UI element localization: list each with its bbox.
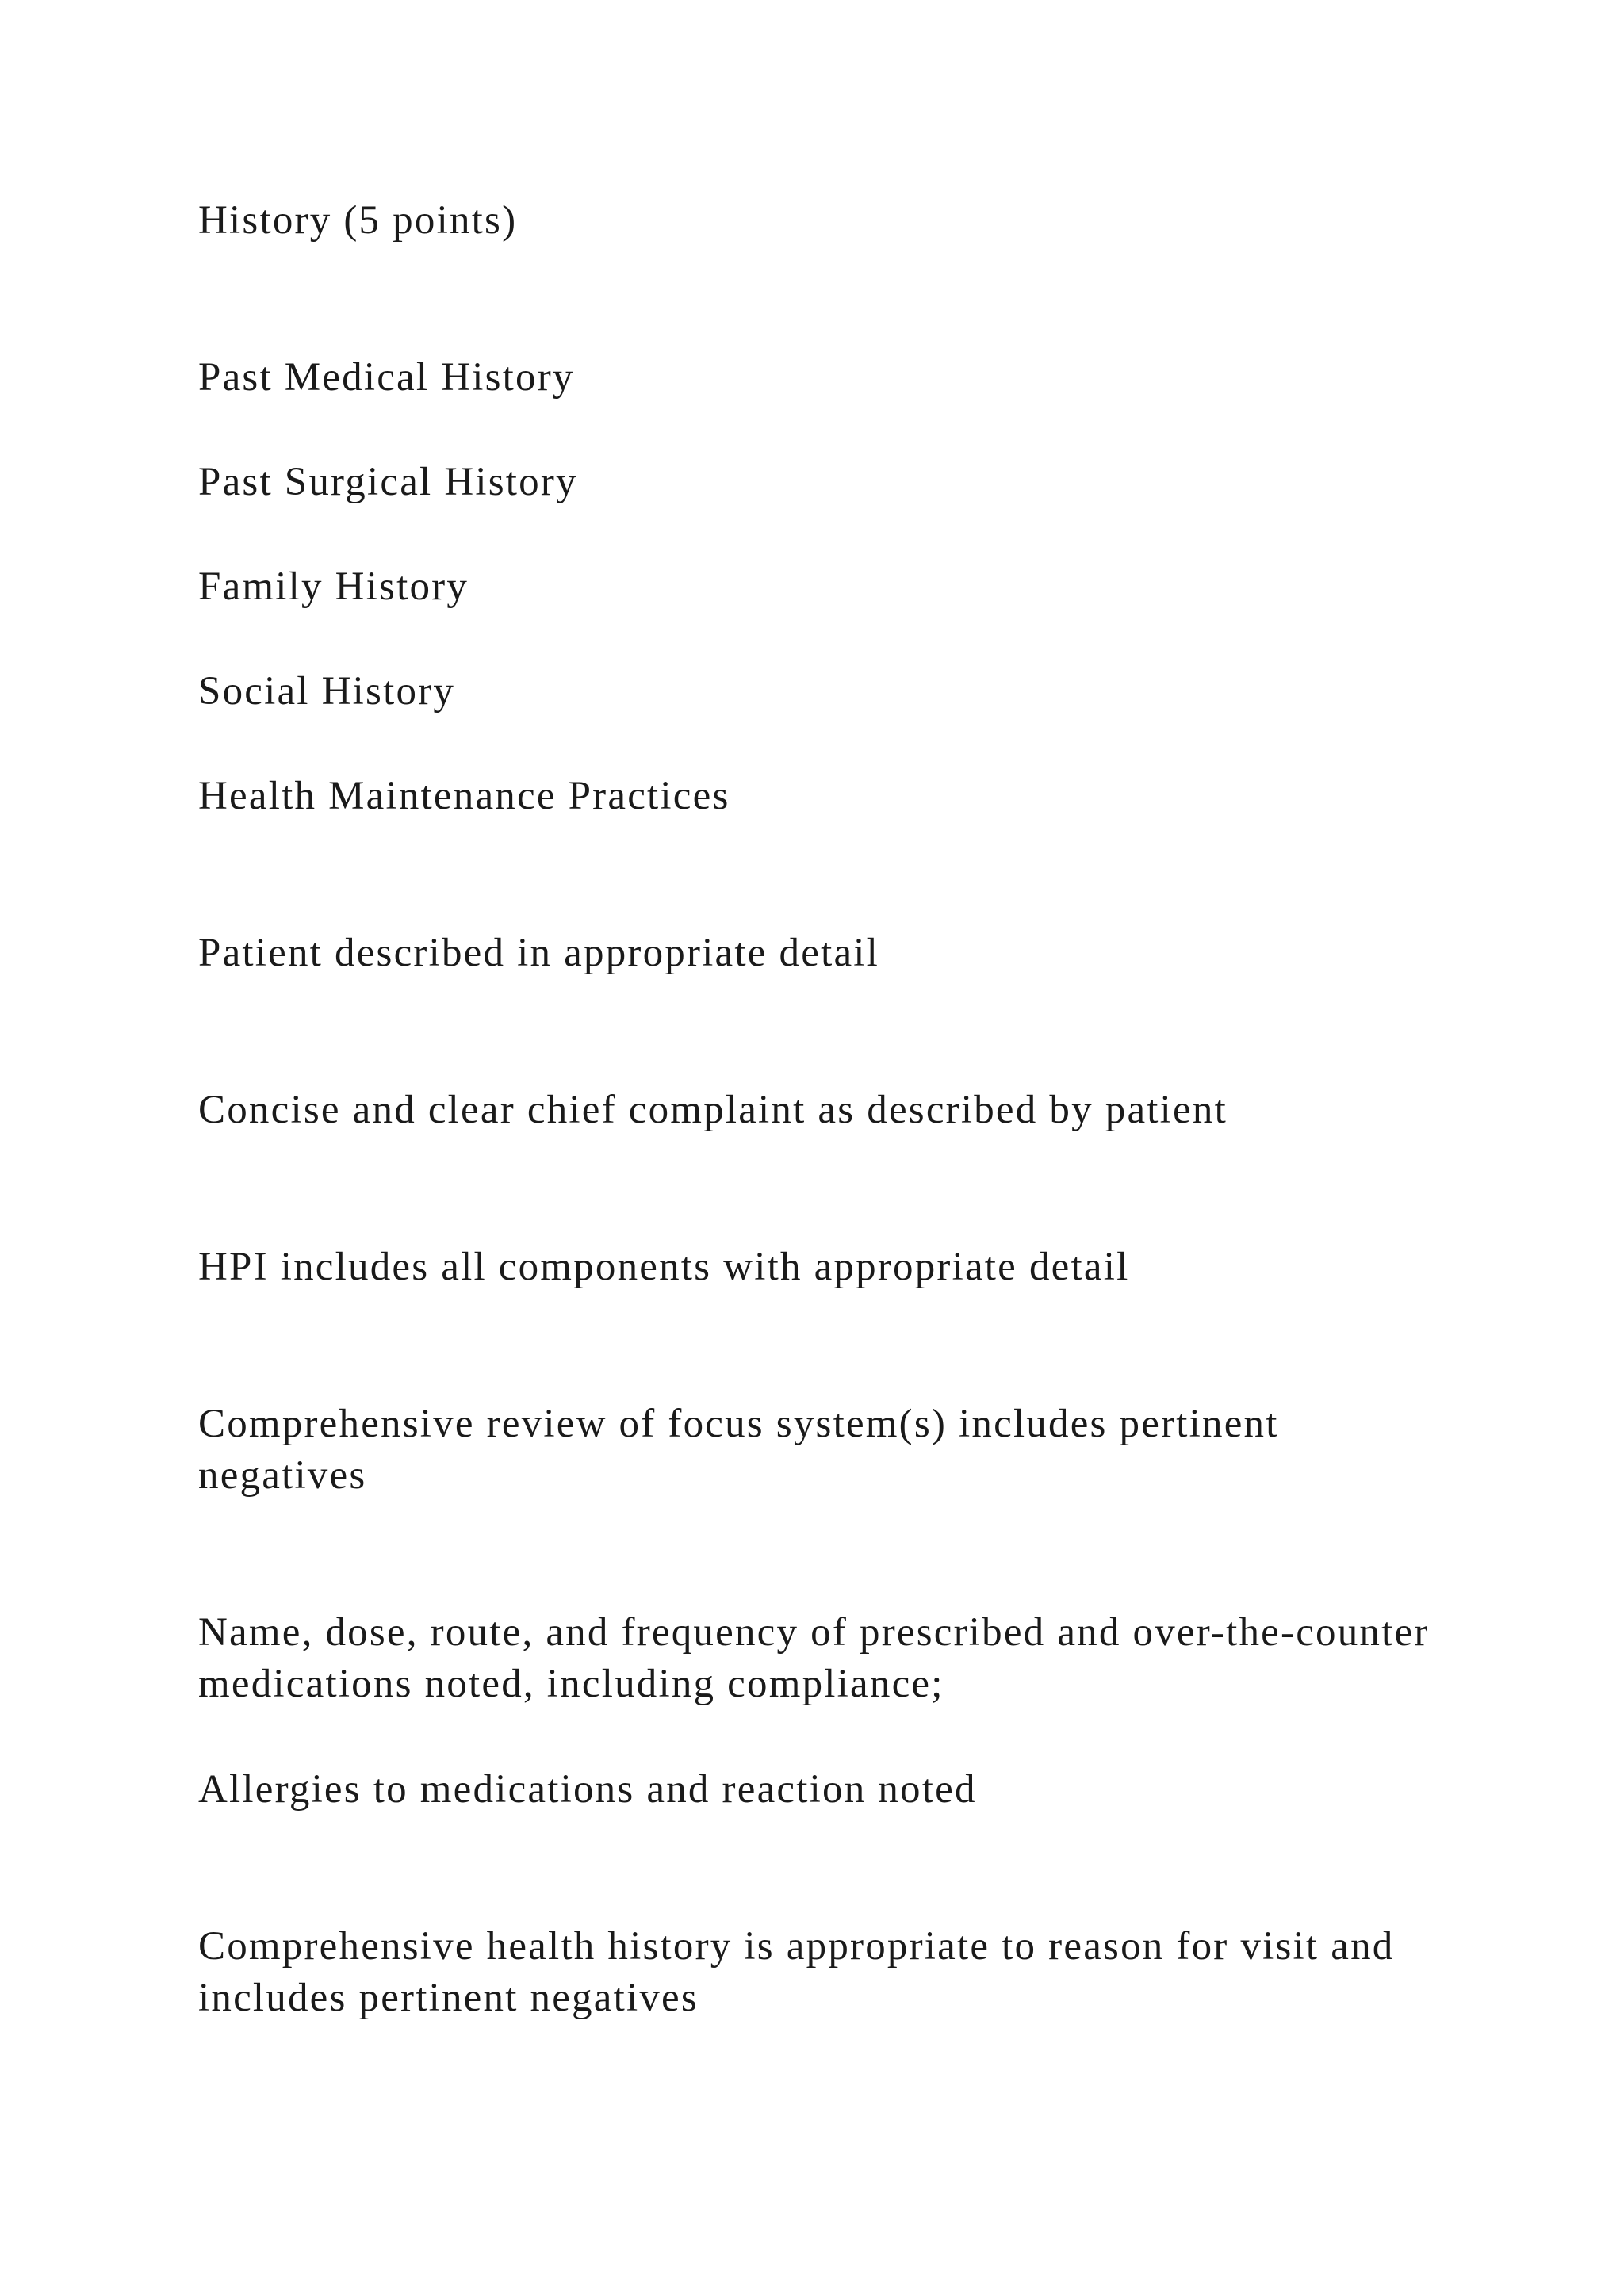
history-item-family: Family History: [198, 564, 469, 609]
criterion-hpi: HPI includes all components with appropriate detail: [198, 1245, 1130, 1289]
criterion-health-history: Comprehensive health history is appropriate to reason for visit and includes pertinent negatives: [198, 1924, 1407, 2020]
criterion-chief-complaint: Concise and clear chief complaint as described by patient: [198, 1088, 1228, 1132]
history-item-past-medical: Past Medical History: [198, 355, 575, 400]
history-item-health-maintenance: Health Maintenance Practices: [198, 774, 730, 818]
history-item-social: Social History: [198, 669, 456, 714]
criterion-review-of-systems: Comprehensive review of focus system(s) includes pertinent negatives: [198, 1402, 1291, 1498]
criterion-patient-description: Patient described in appropriate detail: [198, 931, 880, 975]
history-item-past-surgical: Past Surgical History: [198, 460, 578, 504]
criterion-allergies: Allergies to medications and reaction noted: [198, 1767, 977, 1812]
section-heading: History (5 points): [198, 198, 518, 243]
criterion-medications: Name, dose, route, and frequency of prescribed and over-the-counter medications noted, including compliance;: [198, 1610, 1442, 1706]
